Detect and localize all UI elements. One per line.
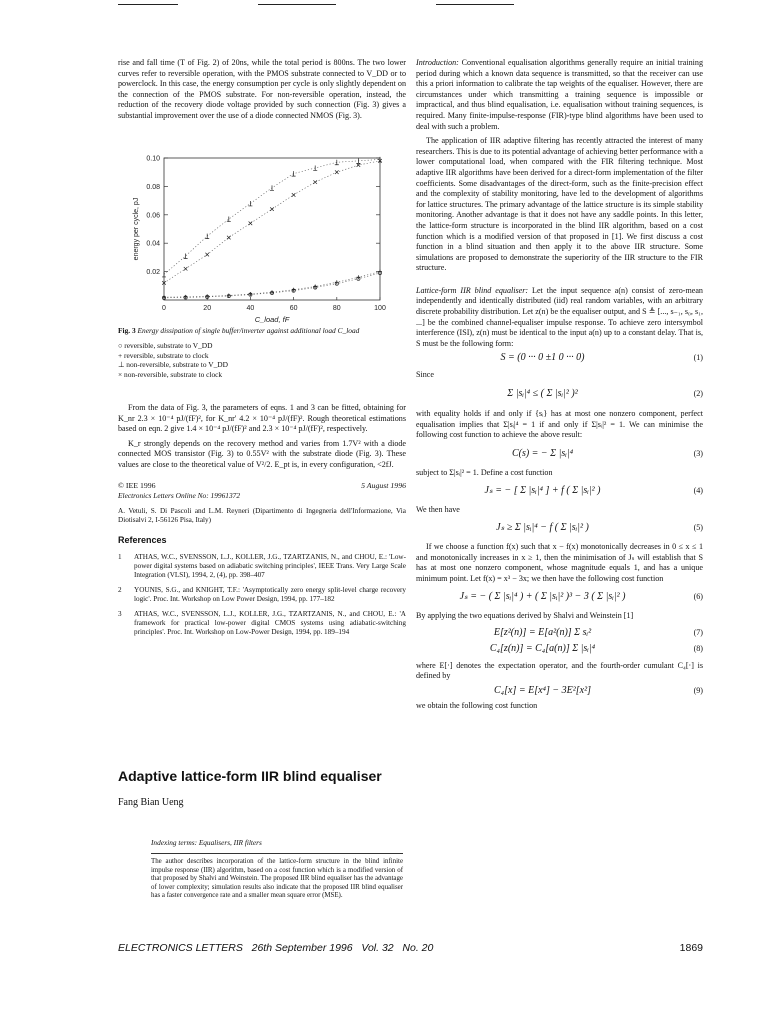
data-point (205, 234, 209, 239)
equation-2: Σ |sᵢ|⁴ ≤ ( Σ |sᵢ|² )² (2) (507, 387, 703, 399)
chart-axes (133, 156, 386, 325)
article-title: Adaptive lattice-form IIR blind equaliser (118, 768, 382, 784)
data-point (184, 253, 188, 258)
article-author: Fang Bian Ueng (118, 797, 184, 808)
page-footer (118, 942, 703, 954)
data-point (249, 222, 253, 226)
data-point (313, 165, 317, 170)
paragraph-where: where E[·] denotes the expectation operator, and the fourth-order cumulant C₄[·] is defined by (416, 660, 703, 681)
paragraph-iir: The application of IIR adaptive filtering has recently attracted the interest of many researchers. This is due to its potential advantage of achieving better performance with a lower computational load, when compared with the FIR filtering technique. Most adaptive IIR algorithms have been derived for a direct-form implementation of the filter coefficients. Some disadvantages of the direct-form, such as the finite-precision effect and the complexity of stability monitoring, have led to the development of algorithms for lattice structures. The primary advantage of the lattice structure is its simple stability monitoring. Another advantage is that it does not have any saddle points. In this letter, the lattice-form structure is incorporated in the blind IIR algorithm, based on a cost function which is a modified version of that proposed in [1]. We first discuss a cost function in a blind situation and then apply it to the above IIR structure. Some simulations are proposed to demonstrate the superiority of the IIR structure to the FIR structure. (416, 136, 703, 273)
data-point (313, 180, 317, 184)
data-point (292, 193, 296, 197)
reference-item: 3 ATHAS, W.C., SVENSSON, L.J., KOLLER, J.G., TZARTZANIS, N., and CHOU, E.: 'A framework for practical low-power digital CMOS systems using adiabatic-switching principles'. Proc. Int. Workshop on Low-Power Design, 1994, pp. 189–194 (118, 610, 406, 637)
subject-text: subject to Σ|sᵢ|² = 1. Define a cost function (416, 467, 553, 477)
final-text: we obtain the following cost function (416, 700, 538, 710)
journal-info: ELECTRONICS LETTERS 26th September 1996 Vol. 32 No. 20 (118, 942, 434, 954)
intro-text: Conventional equalisation algorithms generally require an initial training period during which a known data sequence is transmitted, so that the receiver can use this a priori information to calibrate the tap weights of the equaliser. However, there are circumstances under which transmitting a training sequence is impossible or impractical, and thus blind equalisation, i.e. equalisation without training sequences, is required. Many finite-impulse-response (FIR)-type blind algorithms have been used to deal with such a problem. (416, 58, 703, 131)
data-point (335, 170, 339, 174)
we-have-text: We then have (416, 504, 460, 514)
legend-item: ⊥ non-reversible, substrate to V_DD (118, 360, 228, 370)
equation-9: C₄[x] = E[x⁴] − 3E²[x²] (9) (494, 684, 703, 696)
figure-caption-label: Fig. 3 (118, 326, 136, 335)
author-affiliation: A. Vetuli, S. Di Pascoli and L.M. Reyneri (Dipartimento di Ingegneria dell'Informazione, Via Diotisalvi 2, I-56126 Pisa, Italy) (118, 506, 406, 524)
left-column-top (118, 58, 406, 126)
lattice-heading: Lattice-form IIR blind equaliser: (416, 285, 529, 295)
left-column-bottom (118, 403, 406, 643)
copyright-row (118, 481, 406, 492)
equation-6: Jₛ = − ( Σ |sᵢ|⁴ ) + ( Σ |sᵢ|² )³ − 3 ( Σ |sᵢ|² ) (6) (459, 591, 703, 603)
indexing-terms: Indexing terms: Equalisers, IIR filters (151, 838, 262, 847)
plot-frame (164, 158, 380, 300)
references-heading: References (118, 534, 167, 545)
data-point (184, 267, 188, 271)
x-tick-label: 80 (332, 305, 341, 312)
data-point (270, 185, 274, 190)
since-text: Since (416, 370, 434, 380)
top-rule-right (436, 4, 514, 5)
x-axis-label: C_load, fF (254, 315, 290, 324)
y-axis-label: energy per cycle, pJ (133, 197, 140, 261)
series-line (164, 161, 380, 283)
data-point (357, 163, 361, 167)
y-tick-label: 0.08 (146, 183, 160, 191)
equation-7: E[z²(n)] = E[a²(n)] Σ sᵢ² (7) (493, 626, 703, 638)
reference-item: 2 YOUNIS, S.G., and KNIGHT, T.F.: 'Asymptotically zero energy split-level charge recovery logic'. Proc. Int. Workshop on Low Power Design, 1994, pp. 177–182 (118, 586, 406, 604)
legend-item: + reversible, substrate to clock (118, 350, 209, 360)
figure-caption-text: Energy dissipation of single buffer/inverter against additional load C_load (137, 326, 360, 335)
series-line (164, 159, 380, 274)
data-point (335, 160, 339, 165)
y-tick-label: 0.10 (146, 155, 160, 163)
data-point (356, 158, 360, 163)
data-point (227, 217, 231, 222)
data-point (227, 236, 231, 240)
x-tick-label: 20 (203, 305, 212, 312)
equation-5: Jₛ ≥ Σ |sᵢ|⁴ − f ( Σ |sᵢ|² ) (5) (496, 522, 703, 534)
y-tick-label: 0.06 (146, 212, 160, 220)
copyright: © IEE 1996 (118, 480, 156, 490)
data-point (205, 253, 209, 257)
y-tick-label: 0.04 (146, 240, 160, 248)
paragraph-fitting: From the data of Fig. 3, the parameters of eqns. 1 and 3 can be fitted, obtaining for K_nr 2.3 × 10⁻⁴ pJ/(fF)², for K_nr' 4.2 × 10⁻⁴ pJ/(fF)². Rough theoretical estimations based on eqn. 2 give 1.4 × 10⁻⁴ pJ/(fF)² and 2.3 × 10⁻⁴ pJ/(fF)², respectively. (118, 403, 406, 434)
data-point (162, 272, 166, 277)
x-tick-label: 60 (289, 305, 298, 312)
x-tick-label: 0 (162, 305, 166, 312)
chart-marks (162, 157, 382, 300)
data-point (248, 201, 252, 206)
keywords-divider (151, 853, 403, 854)
online-number: Electronics Letters Online No: 19961372 (118, 491, 241, 501)
top-rule-left (118, 4, 178, 5)
equation-8: C₄[z(n)] = C₄[a(n)] Σ |sᵢ|⁴ (8) (489, 643, 703, 655)
equation-1: S = (0 ··· 0 ±1 0 ··· 0) (1) (500, 352, 703, 364)
lattice-text: Let the input sequence a(n) consist of zero-mean independently and identically distributed (iid) real random variables, with an arbitrary discrete probability distribution. Let z(n) be the equaliser output, and S ≜ [..., s₋₁, s₀, s₁, ...] be the combined channel-equaliser impulse response. To achieve zero intersymbol interference (ISI), z(n) must be identical to the input a(n) up to a constant delay. That is, S must be the following form: (416, 285, 703, 348)
x-tick-label: 40 (246, 305, 255, 312)
paragraph-kr: K_r strongly depends on the recovery method and varies from 1.7V² with a diode connected MOS transistor (Fig. 3) to 0.55V² with the substrate diode (Fig. 3). These values are close to the theoretical value of V²/2. E_pt is, in every configuration, <2fJ. (118, 438, 406, 469)
paragraph-equality: with equality holds if and only if {sᵢ} has at most one nonzero component, perfect equalisation implies that Σ|sᵢ|⁴ = 1 if and only if Σ|sᵢ|² = 1. We can minimise the following cost function to achieve the above result: (416, 409, 703, 440)
reference-item: 1 ATHAS, W.C., SVENSSON, L.J., KOLLER, J.G., TZARTZANIS, N., and CHOU, E.: 'Low-power digital systems based on adiabatic switching principles', IEEE Trans. Very Large Scale Integration (VLSI), 1994, 2, (4), pp. 398–407 (118, 553, 406, 580)
article-abstract: The author describes incorporation of the lattice-form structure in the blind infinite impulse response (IIR) algorithm, based on a cost function which is a modified version of that proposed by Shalvi and Weinstein. The proposed IIR blind equaliser has the advantage of lower complexity; simulation results also indicate that the proposed IIR blind equaliser has a faster convergence rate and a smaller mean square error (MSE). (151, 858, 403, 900)
legend-item: ○ reversible, substrate to V_DD (118, 341, 213, 351)
equation-4: Jₛ = − [ Σ |sᵢ|⁴ ] + f ( Σ |sᵢ|² ) (4) (484, 485, 703, 497)
page-number: 1869 (679, 942, 703, 954)
right-column (416, 58, 703, 711)
paragraph-rise-fall: rise and fall time (T of Fig. 2) of 20ns, while the total period is 800ns. The two lower curves refer to reversible operation, with the PMOS substrate connected to V_DD or to powerclock. In this case, the energy consumption per cycle is only slightly dependent on the connection of the PMOS substrate. For non-reversible operation, instead, the reduction of the recovery diode voltage provided by such connection (Fig. 3) gives a substantial improvement over the use of a diode connected NMOS (Fig. 3). (118, 58, 406, 120)
intro-heading: Introduction: (416, 58, 459, 67)
data-point (292, 171, 296, 176)
paragraph-function: If we choose a function f(x) such that x − f(x) monotonically decreases in 0 ≤ x ≤ 1 and monotonically increases in x ≥ 1, then the minimisation of Jₛ will establish that S has at most one nonzero component, whose magnitude equals 1, and has a unique minimum point. Let f(x) = x³ − 3x; we then have the following cost function (416, 541, 703, 583)
applying-text: By applying the two equations derived by Shalvi and Weinstein [1] (416, 610, 634, 620)
data-point (270, 207, 274, 211)
y-tick-label: 0.02 (146, 269, 160, 277)
top-rule-middle (258, 4, 336, 5)
received-date: 5 August 1996 (361, 480, 406, 490)
energy-chart (118, 150, 406, 330)
legend-item: × non-reversible, substrate to clock (118, 369, 223, 379)
x-tick-label: 100 (374, 305, 386, 312)
equation-3: C(s) = − Σ |sᵢ|⁴ (3) (511, 448, 703, 459)
figure-caption-block (118, 326, 406, 379)
